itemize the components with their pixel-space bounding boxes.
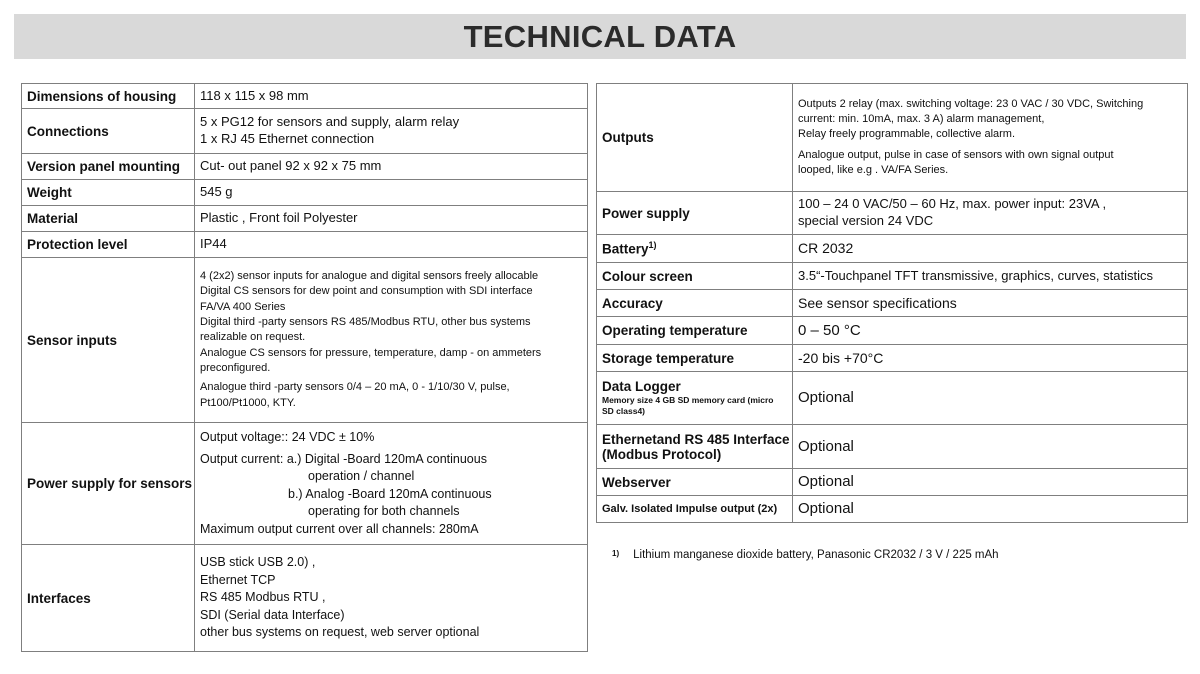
panel-mounting-value: Cut- out panel 92 x 92 x 75 mm [195,154,588,180]
row-outputs [597,84,1188,192]
data-logger-sub: Memory size 4 GB SD memory card (micro [602,395,774,406]
ethernet-rs485-label-line: (Modbus Protocol) [602,446,722,462]
page-title: TECHNICAL DATA [463,18,737,54]
title-bar [14,14,1186,59]
right-spec-table [596,83,1188,523]
power-supply-line: 100 – 24 0 VAC/50 – 60 Hz, max. power input: 23VA , [798,196,1107,212]
weight-label: Weight [22,180,195,206]
weight-value: 545 g [195,180,588,206]
interfaces-line: other bus systems on request, web server optional [200,625,480,640]
sensor-inputs-line: FA/VA 400 Series [200,300,286,313]
material-value: Plastic , Front foil Polyester [195,206,588,232]
panel-mounting-label: Version panel mounting [22,154,195,180]
protection-label: Protection level [22,232,195,258]
sensor-inputs-line: Analogue CS sensors for pressure, temperature, damp - on ammeters [200,346,542,359]
row-impulse-output [597,496,1188,523]
ethernet-rs485-value: Optional [793,425,1188,469]
battery-value: CR 2032 [793,235,1188,263]
ethernet-rs485-label [597,425,793,469]
footnote-mark: 1) [612,549,620,558]
row-power-supply [597,192,1188,235]
impulse-output-label: Galv. Isolated Impulse output (2x) [597,496,793,523]
dimensions-value: 118 x 115 x 98 mm [195,84,588,109]
sensor-inputs-line: 4 (2x2) sensor inputs for analogue and digital sensors freely allocable [200,269,539,282]
accuracy-value: See sensor specifications [793,290,1188,317]
sensor-inputs-line: preconfigured. [200,362,271,375]
data-logger-value: Optional [793,372,1188,425]
row-webserver [597,469,1188,496]
row-colour-screen [597,263,1188,290]
power-sensors-line: operating for both channels [308,504,460,518]
outputs-line: Relay freely programmable, collective alarm. [798,128,1016,141]
dimensions-label: Dimensions of housing [22,84,195,109]
sensor-inputs-line: Pt100/Pt1000, KTY. [200,396,296,409]
data-logger-title: Data Logger [602,379,681,395]
connections-line: 1 x RJ 45 Ethernet connection [200,131,375,146]
row-accuracy [597,290,1188,317]
row-data-logger [597,372,1188,425]
outputs-value [793,84,1188,192]
power-sensors-label: Power supply for sensors [22,423,195,545]
sensor-inputs-line: Digital CS sensors for dew point and consumption with SDI interface [200,285,533,298]
interfaces-line: USB stick USB 2.0) , [200,555,316,570]
connections-value [195,109,588,154]
power-supply-value [793,192,1188,235]
row-protection [22,232,588,258]
webserver-value: Optional [793,469,1188,496]
battery-label [597,235,793,263]
power-sensors-line: Output current: a.) Digital -Board 120mA continuous [200,451,487,466]
power-sensors-line: operation / channel [308,469,415,483]
sensor-inputs-line: Digital third -party sensors RS 485/Modbus RTU, other bus systems [200,315,531,328]
power-supply-line: special version 24 VDC [798,213,934,228]
sensor-inputs-label: Sensor inputs [22,258,195,423]
power-supply-label: Power supply [597,192,793,235]
interfaces-line: SDI (Serial data Interface) [200,607,345,622]
footnote-text: Lithium manganese dioxide battery, Panasonic CR2032 / 3 V / 225 mAh [633,549,999,561]
ethernet-rs485-label-line: Ethernetand RS 485 Interface [602,431,790,447]
row-interfaces [22,545,588,652]
data-logger-sub: SD class4) [602,406,645,416]
row-power-sensors [22,423,588,545]
connections-line: 5 x PG12 for sensors and supply, alarm relay [200,114,460,130]
row-dimensions [22,84,588,109]
impulse-output-value: Optional [793,496,1188,523]
operating-temp-value: 0 – 50 °C [793,317,1188,345]
power-sensors-value [195,423,588,545]
interfaces-line: Ethernet TCP [200,572,276,587]
material-label: Material [22,206,195,232]
row-material [22,206,588,232]
outputs-line: Outputs 2 relay (max. switching voltage: 23 0 VAC / 30 VDC, Switching [798,97,1144,110]
row-operating-temp [597,317,1188,345]
storage-temp-label: Storage temperature [597,345,793,372]
colour-screen-label: Colour screen [597,263,793,290]
sensor-inputs-value [195,258,588,423]
power-sensors-line: Maximum output current over all channels: 280mA [200,521,479,536]
row-battery [597,235,1188,263]
power-sensors-line: Output voltage:: 24 VDC ± 10% [200,430,375,444]
battery-footnote-mark: 1) [648,240,657,251]
battery-label-text: Battery [602,241,649,257]
row-connections [22,109,588,154]
storage-temp-value: -20 bis +70°C [793,345,1188,372]
interfaces-label: Interfaces [22,545,195,652]
outputs-line: Analogue output, pulse in case of sensors with own signal output [798,148,1114,161]
row-weight [22,180,588,206]
accuracy-label: Accuracy [597,290,793,317]
outputs-line: current: min. 10mA, max. 3 A) alarm management, [798,112,1045,125]
sensor-inputs-line: realizable on request. [200,331,306,344]
operating-temp-label: Operating temperature [597,317,793,345]
footnote [612,549,999,561]
power-sensors-line: b.) Analog -Board 120mA continuous [288,486,492,501]
outputs-line: looped, like e.g . VA/FA Series. [798,164,949,177]
protection-value: IP44 [195,232,588,258]
interfaces-line: RS 485 Modbus RTU , [200,590,326,605]
left-spec-table [21,83,588,652]
row-sensor-inputs [22,258,588,423]
data-logger-label [597,372,793,425]
row-storage-temp [597,345,1188,372]
colour-screen-value: 3.5“-Touchpanel TFT transmissive, graphics, curves, statistics [793,263,1188,290]
connections-label: Connections [22,109,195,154]
sensor-inputs-line: Analogue third -party sensors 0/4 – 20 mA, 0 - 1/10/30 V, pulse, [200,381,510,394]
webserver-label: Webserver [597,469,793,496]
row-panel-mounting [22,154,588,180]
row-ethernet-rs485 [597,425,1188,469]
outputs-label: Outputs [597,84,793,192]
interfaces-value [195,545,588,652]
